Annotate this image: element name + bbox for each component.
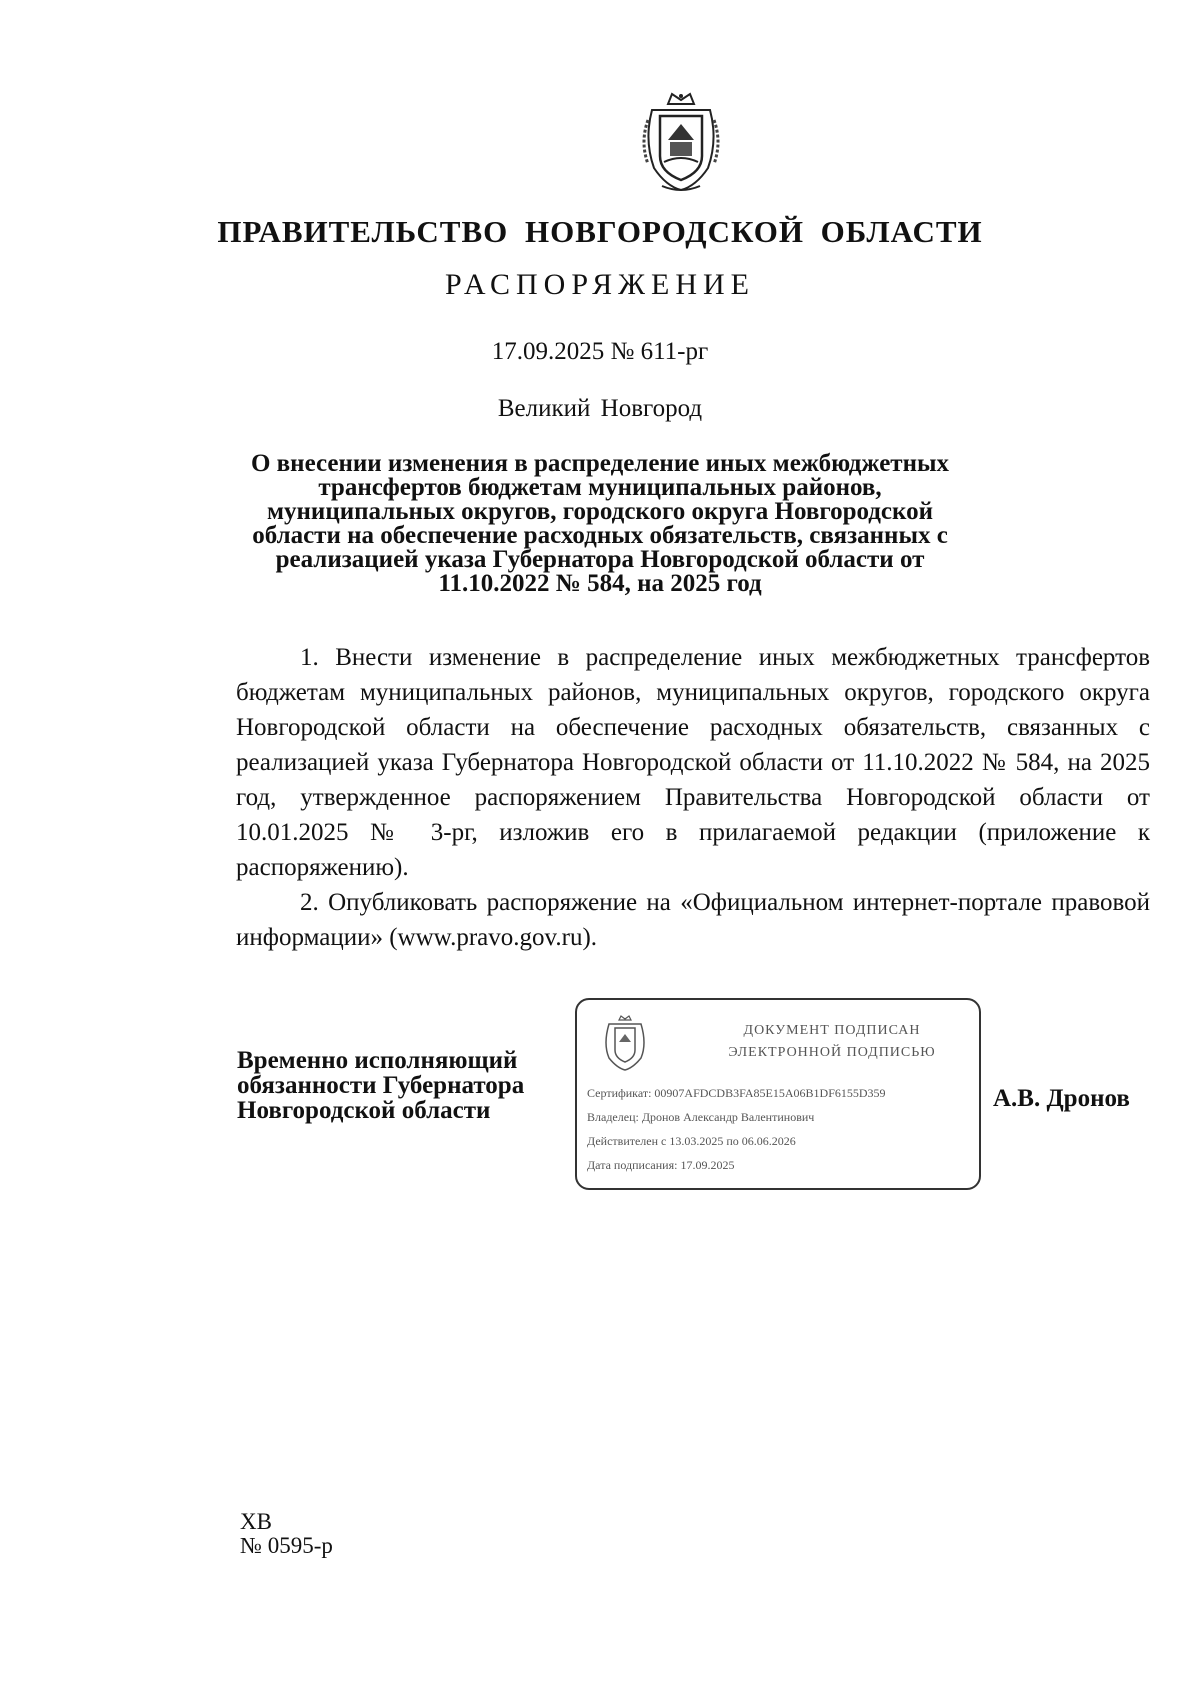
stamp-certificate: Сертификат: 00907AFDCDB3FA85E15A06B1DF6155D359 xyxy=(587,1086,886,1100)
stamp-sign-date: Дата подписания: 17.09.2025 xyxy=(587,1158,735,1172)
document-subject: О внесении изменения в распределение иных межбюджетных трансфертов бюджетам муниципальных районов, муниципальных округов, городского округа Новгородской области на обеспечение расходных обязательств, связанных с реализацией указа Губернатора Новгородской области от 11.10.2022 № 584, на 2025 год xyxy=(250,450,950,597)
footer-reference xyxy=(240,1510,333,1558)
footer-initials: ХВ xyxy=(240,1509,272,1534)
stamp-heading-line: ДОКУМЕНТ ПОДПИСАН xyxy=(743,1023,921,1038)
document-type: РАСПОРЯЖЕНИЕ xyxy=(444,268,756,301)
document-body xyxy=(236,640,1150,955)
footer-number: № 0595-р xyxy=(240,1533,333,1558)
electronic-signature-stamp xyxy=(575,998,981,1190)
government-title: ПРАВИТЕЛЬСТВО НОВГОРОДСКОЙ ОБЛАСТИ xyxy=(217,214,983,249)
coat-of-arms-emblem xyxy=(638,90,724,196)
stamp-heading xyxy=(697,1020,967,1064)
stamp-heading-line: ЭЛЕКТРОННОЙ ПОДПИСЬЮ xyxy=(728,1045,936,1060)
signer-position-line: обязанности Губернатора xyxy=(237,1072,525,1099)
stamp-emblem-icon xyxy=(601,1014,649,1072)
signer-position xyxy=(237,1048,567,1123)
paragraph-1: 1. Внести изменение в распределение иных межбюджетных трансфертов бюджетам муниципальных районов, муниципальных округов, городского округа Новгородской области на обеспечение расходных обязательств, связанных с реализацией указа Губернатора Новгородской области от 11.10.2022 № 584, на 2025 год, утвержденное распоряжением Правительства Новгородской области от 10.01.2025 № 3-рг, изложив его в прилагаемой редакции (приложение к распоряжению). xyxy=(236,644,1150,881)
stamp-owner: Владелец: Дронов Александр Валентинович xyxy=(587,1110,815,1124)
document-date-number: 17.09.2025 № 611-рг xyxy=(491,338,709,365)
signer-position-line: Новгородской области xyxy=(237,1097,491,1124)
stamp-validity: Действителен с 13.03.2025 по 06.06.2026 xyxy=(587,1134,796,1148)
signer-name: А.В. Дронов xyxy=(993,1085,1130,1112)
document-city: Великий Новгород xyxy=(497,395,703,422)
signer-position-line: Временно исполняющий xyxy=(237,1047,518,1074)
paragraph-2: 2. Опубликовать распоряжение на «Официальном интернет-портале правовой информации» (www.pravo.gov.ru). xyxy=(236,889,1150,951)
